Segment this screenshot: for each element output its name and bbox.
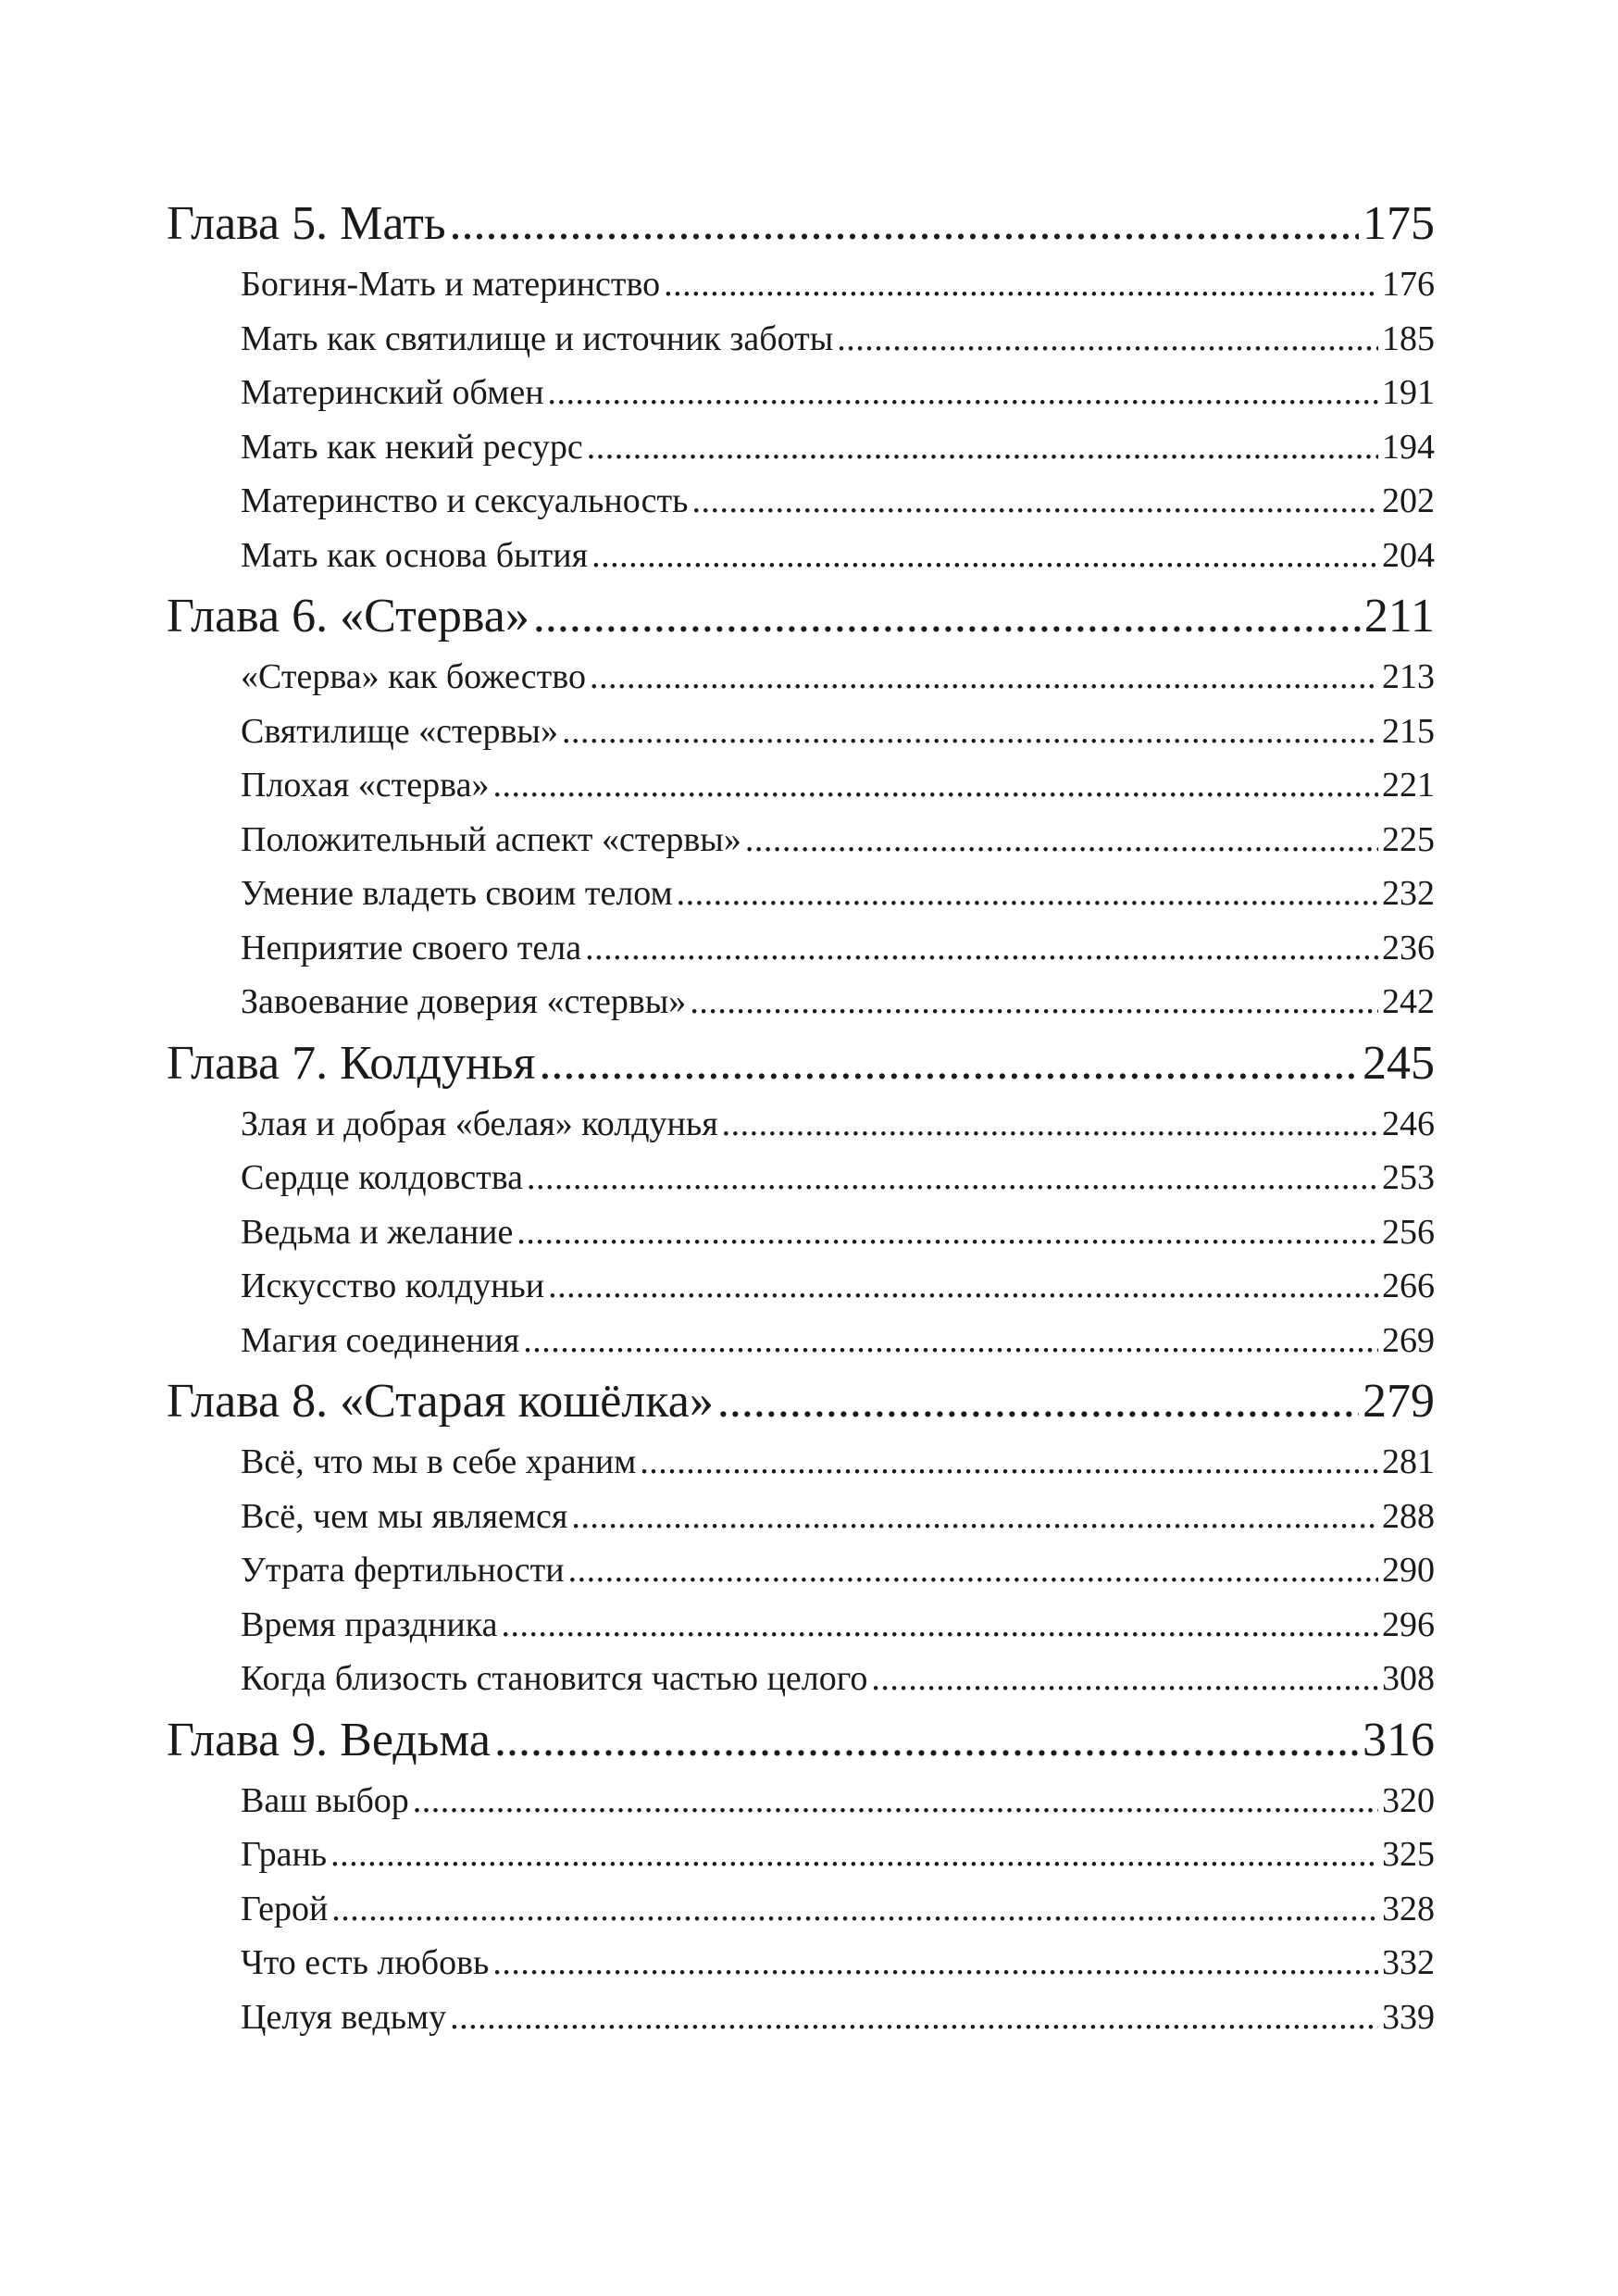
section-page-number: 236	[1382, 928, 1435, 967]
section-title: Мать как святилище и источник заботы	[241, 318, 834, 358]
section-page-number: 288	[1382, 1496, 1435, 1536]
section-page-number: 194	[1382, 427, 1435, 467]
chapter-title: Глава 7. Колдунья	[167, 1036, 536, 1090]
section-page-number: 308	[1382, 1659, 1435, 1698]
section-entry[interactable]	[167, 529, 1435, 583]
dot-leader	[591, 529, 1378, 583]
section-page-number: 176	[1382, 265, 1435, 304]
section-entry[interactable]	[167, 420, 1435, 475]
section-entry[interactable]	[167, 1598, 1435, 1653]
table-of-contents	[167, 190, 1435, 2044]
section-entry[interactable]	[167, 1543, 1435, 1598]
section-title: Утрата фертильности	[241, 1551, 565, 1590]
section-entry[interactable]	[167, 1828, 1435, 1882]
section-title: Ваш выбор	[241, 1780, 409, 1820]
chapter-8	[167, 1367, 1435, 1706]
chapter-entry[interactable]	[167, 1029, 1435, 1097]
section-entry[interactable]	[167, 758, 1435, 813]
dot-leader	[871, 1652, 1378, 1706]
section-entry[interactable]	[167, 650, 1435, 705]
chapter-page-number: 175	[1363, 197, 1435, 250]
section-entry[interactable]	[167, 1490, 1435, 1544]
dot-leader	[745, 813, 1378, 867]
section-entry[interactable]	[167, 1259, 1435, 1314]
dot-leader	[677, 867, 1378, 921]
section-page-number: 225	[1382, 819, 1435, 859]
chapter-title: Глава 9. Ведьма	[167, 1713, 492, 1766]
section-page-number: 339	[1382, 1997, 1435, 2037]
section-entry[interactable]	[167, 1097, 1435, 1152]
dot-leader	[527, 1151, 1378, 1205]
dot-leader	[517, 1205, 1378, 1260]
section-entry[interactable]	[167, 1990, 1435, 2045]
section-page-number: 256	[1382, 1212, 1435, 1252]
dot-leader	[585, 921, 1378, 976]
section-page-number: 290	[1382, 1551, 1435, 1590]
section-page-number: 253	[1382, 1158, 1435, 1197]
section-title: Материнский обмен	[241, 373, 544, 412]
dot-leader	[523, 1314, 1378, 1368]
section-entry[interactable]	[167, 921, 1435, 976]
section-page-number: 246	[1382, 1104, 1435, 1143]
section-page-number: 191	[1382, 373, 1435, 412]
section-page-number: 296	[1382, 1604, 1435, 1644]
section-title: Когда близость становится частью целого	[241, 1659, 868, 1698]
section-page-number: 332	[1382, 1943, 1435, 1982]
section-title: Магия соединения	[241, 1320, 520, 1360]
section-page-number: 266	[1382, 1267, 1435, 1305]
section-page-number: 242	[1382, 982, 1435, 1021]
section-title: Неприятие своего тела	[241, 928, 582, 967]
section-title: Мать как основа бытия	[241, 535, 589, 575]
chapter-page-number: 279	[1363, 1375, 1435, 1428]
section-title: Ведьма и желание	[241, 1212, 514, 1252]
section-title: Всё, чем мы являемся	[241, 1496, 568, 1536]
section-page-number: 202	[1382, 481, 1435, 520]
chapter-page-number: 316	[1363, 1713, 1435, 1766]
section-page-number: 281	[1382, 1442, 1435, 1481]
section-entry[interactable]	[167, 867, 1435, 921]
section-title: Целуя ведьму	[241, 1997, 447, 2037]
dot-leader	[690, 975, 1378, 1029]
dot-leader	[413, 1774, 1378, 1828]
section-entry[interactable]	[167, 1151, 1435, 1205]
section-entry[interactable]	[167, 474, 1435, 529]
chapter-page-number: 245	[1363, 1036, 1435, 1090]
section-title: Герой	[241, 1889, 329, 1928]
section-entry[interactable]	[167, 1205, 1435, 1260]
chapter-title: Глава 6. «Стерва»	[167, 590, 529, 643]
section-entry[interactable]	[167, 1652, 1435, 1706]
dot-leader	[548, 366, 1378, 420]
section-title: Сердце колдовства	[241, 1158, 524, 1197]
section-title: Материнство и сексуальность	[241, 481, 689, 520]
section-title: Святилище «стервы»	[241, 711, 558, 751]
dot-leader	[837, 312, 1378, 367]
section-entry[interactable]	[167, 366, 1435, 420]
dot-leader	[722, 1097, 1378, 1152]
chapter-7	[167, 1029, 1435, 1368]
section-page-number: 328	[1382, 1889, 1435, 1928]
section-title: «Стерва» как божество	[241, 657, 586, 696]
chapter-page-number: 211	[1363, 590, 1435, 643]
section-title: Грань	[241, 1835, 328, 1874]
section-title: Злая и добрая «белая» колдунья	[241, 1104, 718, 1143]
dot-leader	[450, 1990, 1378, 2045]
dot-leader	[568, 1543, 1378, 1598]
chapter-5	[167, 190, 1435, 582]
chapter-title: Глава 8. «Старая кошёлка»	[167, 1375, 714, 1428]
section-title: Положительный аспект «стервы»	[241, 819, 741, 859]
dot-leader	[330, 1828, 1378, 1882]
dot-leader	[450, 190, 1359, 257]
chapter-6	[167, 582, 1435, 1029]
chapter-entry[interactable]	[167, 582, 1435, 650]
section-entry[interactable]	[167, 312, 1435, 367]
section-title: Время праздника	[241, 1604, 498, 1644]
chapter-entry[interactable]	[167, 1706, 1435, 1774]
section-entry[interactable]	[167, 705, 1435, 759]
section-title: Завоевание доверия «стервы»	[241, 982, 687, 1021]
chapter-title: Глава 5. Мать	[167, 197, 446, 250]
section-title: Богиня-Мать и материнство	[241, 265, 661, 304]
dot-leader	[664, 257, 1378, 312]
dot-leader	[492, 1936, 1378, 1990]
dot-leader	[548, 1259, 1378, 1314]
dot-leader	[691, 474, 1378, 529]
dot-leader	[502, 1598, 1378, 1653]
section-title: Умение владеть своим телом	[241, 874, 673, 913]
chapter-entry[interactable]	[167, 1367, 1435, 1435]
dot-leader	[640, 1435, 1378, 1490]
dot-leader	[587, 420, 1378, 475]
dot-leader	[533, 582, 1361, 650]
section-entry[interactable]	[167, 1882, 1435, 1937]
section-page-number: 215	[1382, 711, 1435, 751]
dot-leader	[331, 1882, 1378, 1937]
dot-leader	[717, 1367, 1359, 1435]
section-page-number: 325	[1382, 1835, 1435, 1874]
section-entry[interactable]	[167, 1936, 1435, 1990]
section-entry[interactable]	[167, 1774, 1435, 1828]
section-page-number: 320	[1382, 1780, 1435, 1820]
section-page-number: 185	[1382, 318, 1435, 358]
section-page-number: 204	[1382, 535, 1435, 575]
dot-leader	[539, 1029, 1359, 1097]
section-title: Всё, что мы в себе храним	[241, 1442, 637, 1481]
section-entry[interactable]	[167, 975, 1435, 1029]
section-title: Искусство колдуньи	[241, 1267, 545, 1305]
dot-leader	[562, 705, 1378, 759]
dot-leader	[571, 1490, 1378, 1544]
dot-leader	[590, 650, 1378, 705]
chapter-entry[interactable]	[167, 190, 1435, 257]
dot-leader	[494, 1706, 1359, 1774]
section-entry[interactable]	[167, 1314, 1435, 1368]
dot-leader	[492, 758, 1378, 813]
section-entry[interactable]	[167, 1435, 1435, 1490]
section-page-number: 269	[1382, 1320, 1435, 1360]
section-page-number: 213	[1382, 657, 1435, 696]
section-entry[interactable]	[167, 813, 1435, 867]
chapter-9	[167, 1706, 1435, 2045]
section-title: Плохая «стерва»	[241, 766, 490, 805]
section-page-number: 221	[1382, 766, 1435, 805]
section-title: Мать как некий ресурс	[241, 427, 583, 467]
section-page-number: 232	[1382, 874, 1435, 913]
section-entry[interactable]	[167, 257, 1435, 312]
section-title: Что есть любовь	[241, 1943, 490, 1982]
